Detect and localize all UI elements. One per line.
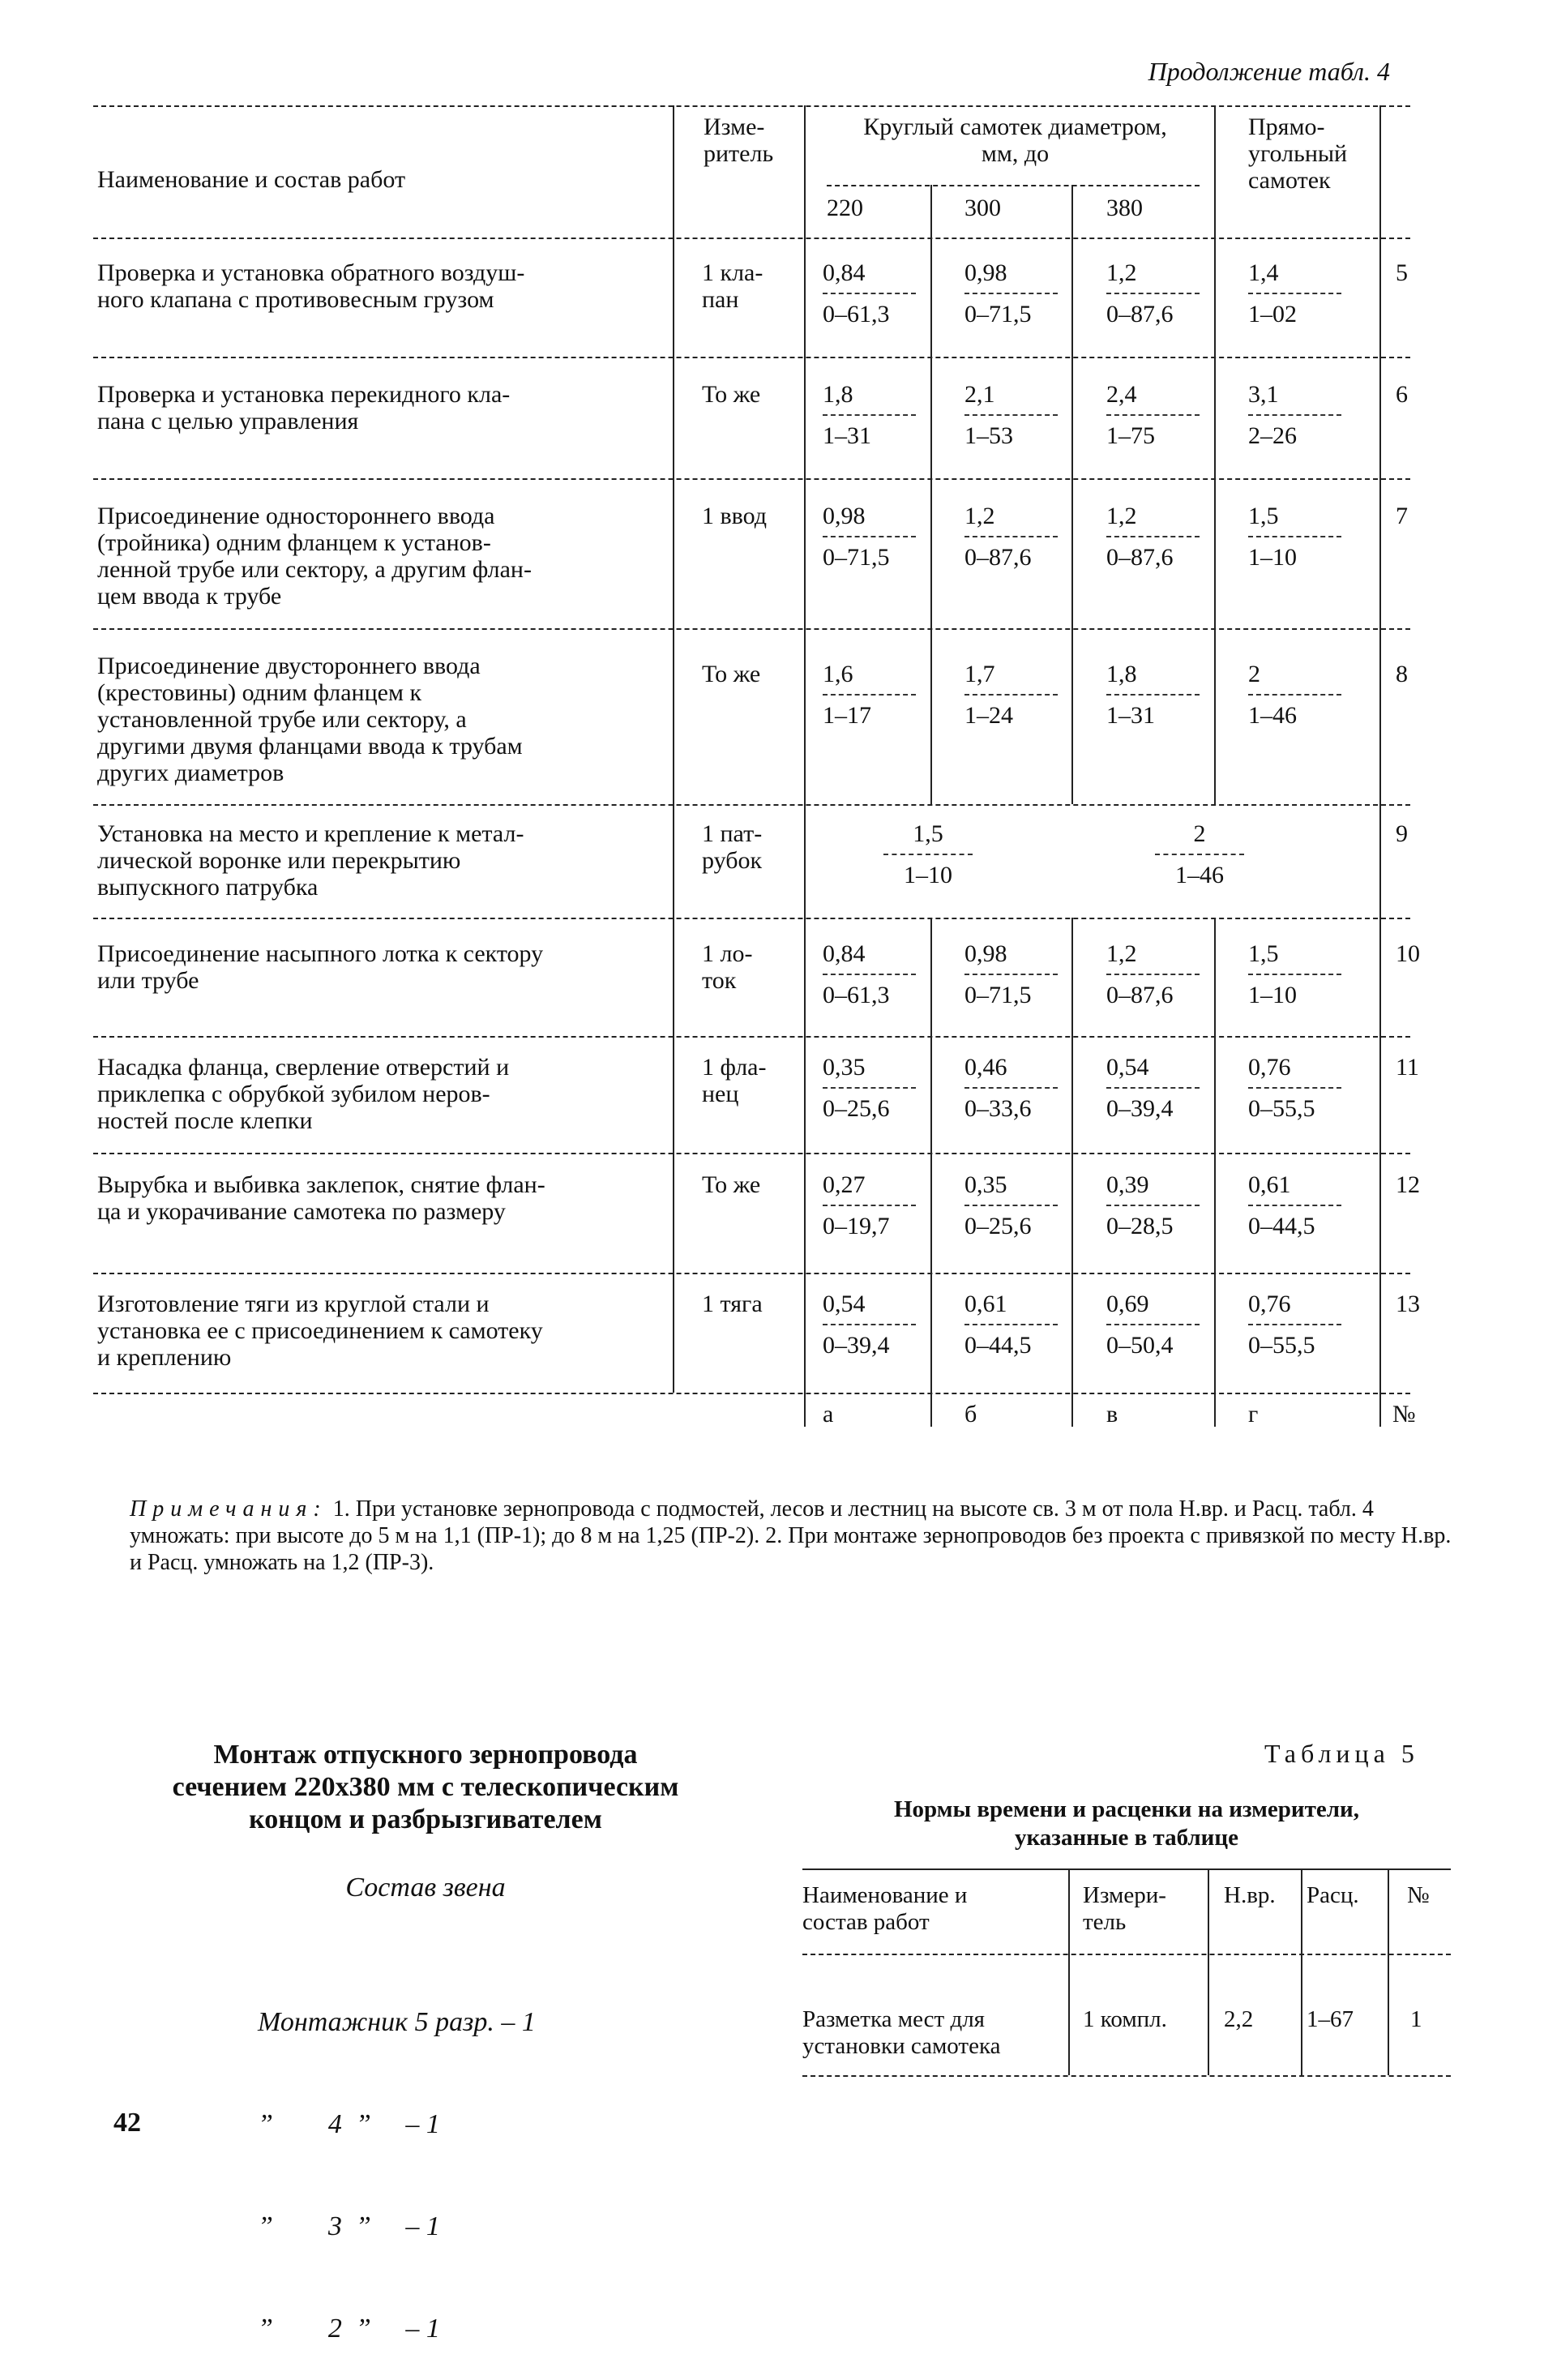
crew-title: Состав звена bbox=[345, 1873, 506, 1903]
row-name: Изготовление тяги из круглой стали и установка ее с присоединением к самотеку и креплению bbox=[97, 1291, 543, 1371]
row-number: 7 bbox=[1396, 503, 1408, 529]
row-number: 8 bbox=[1396, 661, 1408, 687]
cell-a: 1,8 1–31 bbox=[823, 381, 944, 449]
footer-a: а bbox=[823, 1401, 834, 1428]
cell-a: 0,54 0–39,4 bbox=[823, 1291, 944, 1359]
cell-c: 1,2 0–87,6 bbox=[1106, 503, 1228, 571]
row-number: 5 bbox=[1396, 259, 1408, 286]
cell-a: 0,27 0–19,7 bbox=[823, 1171, 944, 1239]
cell-g: 0,76 0–55,5 bbox=[1248, 1291, 1370, 1359]
row-name: Присоединение одностороннего ввода (тройника) одним фланцем к установ- ленной трубе или сектору, а другим флан- цем ввода к трубе bbox=[97, 503, 532, 610]
continuation-label: Продолжение табл. 4 bbox=[1148, 57, 1390, 86]
row-name: Установка на место и крепление к метал- лической воронке или перекрытию выпускного патрубка bbox=[97, 820, 524, 901]
cell-b: 0,35 0–25,6 bbox=[964, 1171, 1086, 1239]
crew-item: Монтажник 5 разр. – 1 bbox=[258, 2007, 536, 2037]
row-number: 9 bbox=[1396, 820, 1408, 847]
crew-item: ” 3 ” – 1 bbox=[258, 2211, 440, 2241]
cell-g: 0,76 0–55,5 bbox=[1248, 1054, 1370, 1122]
cell-c: 0,54 0–39,4 bbox=[1106, 1054, 1228, 1122]
t5-row-rasc: 1–67 bbox=[1307, 2006, 1354, 2032]
row-number: 6 bbox=[1396, 381, 1408, 408]
cell-c: 0,39 0–28,5 bbox=[1106, 1171, 1228, 1239]
header-sub-line bbox=[827, 185, 1200, 186]
table5-subtitle: Нормы времени и расценки на измерители, указанные в таблице bbox=[894, 1796, 1359, 1851]
cell-a: 0,84 0–61,3 bbox=[823, 259, 944, 327]
crew-item: ” 4 ” – 1 bbox=[258, 2109, 440, 2139]
row-meter: 1 фла- нец bbox=[702, 1054, 767, 1107]
cell-a: 0,35 0–25,6 bbox=[823, 1054, 944, 1122]
row-name: Вырубка и выбивка заклепок, снятие флан- ца и укорачивание самотека по размеру bbox=[97, 1171, 545, 1225]
footer-no: № bbox=[1392, 1401, 1416, 1428]
row-line bbox=[93, 1273, 1410, 1274]
row-line bbox=[93, 804, 1410, 806]
crew-item: ” 2 ” – 1 bbox=[258, 2314, 440, 2344]
t5-col-divider bbox=[1208, 1868, 1209, 2075]
row-line bbox=[93, 478, 1410, 480]
cell-b: 0,46 0–33,6 bbox=[964, 1054, 1086, 1122]
row-meter: 1 ло- ток bbox=[702, 940, 753, 994]
row-line bbox=[93, 357, 1410, 358]
header-bottom-line bbox=[93, 238, 1410, 239]
header-d300: 300 bbox=[964, 195, 1001, 221]
t5-col-divider bbox=[1068, 1868, 1070, 2075]
footer-c: в bbox=[1106, 1401, 1118, 1428]
notes: Примечания: 1. При установке зернопровода с подмостей, лесов и лестниц на высоте св. 3 м от пола Н.вр. и Расц. табл. 4 умножать: при высоте до 5 м на 1,1 (ПР-1); до 8 м на 1,25 (ПР-2). 2. При монтаже зернопроводов без проекта с привязкой по месту Н.вр. и Расц. умножать на 1,2 (ПР-3). bbox=[130, 1496, 1452, 1575]
t5-row-no: 1 bbox=[1410, 2006, 1422, 2032]
cell-g: 3,1 2–26 bbox=[1248, 381, 1370, 449]
cell-a: 0,98 0–71,5 bbox=[823, 503, 944, 571]
row-meter: То же bbox=[702, 381, 761, 408]
cell-b: 2,1 1–53 bbox=[964, 381, 1086, 449]
cell-c: 2,4 1–75 bbox=[1106, 381, 1228, 449]
cell-c: 0,69 0–50,4 bbox=[1106, 1291, 1228, 1359]
row-line bbox=[93, 918, 1410, 919]
row-name: Проверка и установка обратного воздуш- ного клапана с противовесным грузом bbox=[97, 259, 525, 313]
row-name: Проверка и установка перекидного кла- пана с целью управления bbox=[97, 381, 511, 434]
footer-b: б bbox=[964, 1401, 977, 1428]
cell-g: 1,5 1–10 bbox=[1248, 940, 1370, 1008]
header-d220: 220 bbox=[827, 195, 863, 221]
t5-top-line bbox=[802, 1868, 1451, 1870]
t5-col-divider bbox=[1301, 1868, 1302, 2075]
row-line bbox=[93, 1036, 1410, 1038]
cell-c: 1,8 1–31 bbox=[1106, 661, 1228, 729]
col-divider bbox=[673, 105, 674, 1393]
row-meter: 1 ввод bbox=[702, 503, 768, 529]
row-meter: 1 тяга bbox=[702, 1291, 763, 1317]
header-round: Круглый самотек диаметром, мм, до bbox=[863, 113, 1167, 167]
crew-list bbox=[258, 1937, 536, 2380]
t5-header-line bbox=[802, 1954, 1451, 1955]
t5-header-no: № bbox=[1407, 1882, 1430, 1908]
t5-row-work: Разметка мест для установки самотека bbox=[802, 2006, 1001, 2059]
row-line bbox=[93, 628, 1410, 630]
row-line bbox=[93, 1393, 1410, 1394]
row-meter: То же bbox=[702, 661, 761, 687]
t5-bottom-line bbox=[802, 2075, 1451, 2077]
cell-g: 0,61 0–44,5 bbox=[1248, 1171, 1370, 1239]
header-meter: Изме- ритель bbox=[704, 113, 774, 167]
row-meter: То же bbox=[702, 1171, 761, 1198]
row-meter: 1 кла- пан bbox=[702, 259, 763, 313]
header-work: Наименование и состав работ bbox=[97, 166, 406, 193]
t5-col-divider bbox=[1388, 1868, 1389, 2075]
cell-ab-merged: 1,5 1–10 bbox=[839, 820, 1017, 888]
t5-row-nvr: 2,2 bbox=[1224, 2006, 1254, 2032]
row-meter: 1 пат- рубок bbox=[702, 820, 763, 874]
section-title: Монтаж отпускного зернопровода сечением 220х380 мм с телескопическим концом и разбрызгивателем bbox=[172, 1740, 679, 1834]
cell-g: 2 1–46 bbox=[1248, 661, 1370, 729]
cell-g: 1,4 1–02 bbox=[1248, 259, 1370, 327]
table5-label: Таблица 5 bbox=[1264, 1739, 1419, 1768]
row-number: 12 bbox=[1396, 1171, 1420, 1198]
footer-g: г bbox=[1248, 1401, 1259, 1428]
row-name: Присоединение двустороннего ввода (крестовины) одним фланцем к установленной трубе или сектору, а другими двумя фланцами ввода к трубам других диаметров bbox=[97, 653, 523, 786]
cell-g: 1,5 1–10 bbox=[1248, 503, 1370, 571]
t5-header-nvr: Н.вр. bbox=[1224, 1882, 1276, 1908]
row-number: 13 bbox=[1396, 1291, 1420, 1317]
t5-row-meter: 1 компл. bbox=[1083, 2006, 1167, 2032]
row-line bbox=[93, 1153, 1410, 1154]
row-number: 11 bbox=[1396, 1054, 1419, 1081]
t5-header-meter: Измери- тель bbox=[1083, 1882, 1166, 1935]
cell-b: 0,98 0–71,5 bbox=[964, 940, 1086, 1008]
row-name: Присоединение насыпного лотка к сектору или трубе bbox=[97, 940, 544, 994]
header-d380: 380 bbox=[1106, 195, 1143, 221]
col-divider bbox=[1379, 105, 1381, 1427]
t5-header-rasc: Расц. bbox=[1307, 1882, 1359, 1908]
cell-a: 0,84 0–61,3 bbox=[823, 940, 944, 1008]
page-number: 42 bbox=[113, 2108, 141, 2138]
cell-b: 0,61 0–44,5 bbox=[964, 1291, 1086, 1359]
cell-c: 1,2 0–87,6 bbox=[1106, 940, 1228, 1008]
cell-c: 1,2 0–87,6 bbox=[1106, 259, 1228, 327]
col-divider bbox=[804, 105, 806, 1427]
row-name: Насадка фланца, сверление отверстий и приклепка с обрубкой зубилом неров- ностей после клепки bbox=[97, 1054, 510, 1134]
cell-b: 1,2 0–87,6 bbox=[964, 503, 1086, 571]
cell-b: 0,98 0–71,5 bbox=[964, 259, 1086, 327]
t5-header-work: Наименование и состав работ bbox=[802, 1882, 968, 1935]
table-top-line bbox=[93, 105, 1410, 107]
cell-b: 1,7 1–24 bbox=[964, 661, 1086, 729]
cell-cg-merged: 2 1–46 bbox=[1110, 820, 1289, 888]
row-number: 10 bbox=[1396, 940, 1420, 967]
header-rect: Прямо- угольный самотек bbox=[1248, 113, 1348, 194]
cell-a: 1,6 1–17 bbox=[823, 661, 944, 729]
